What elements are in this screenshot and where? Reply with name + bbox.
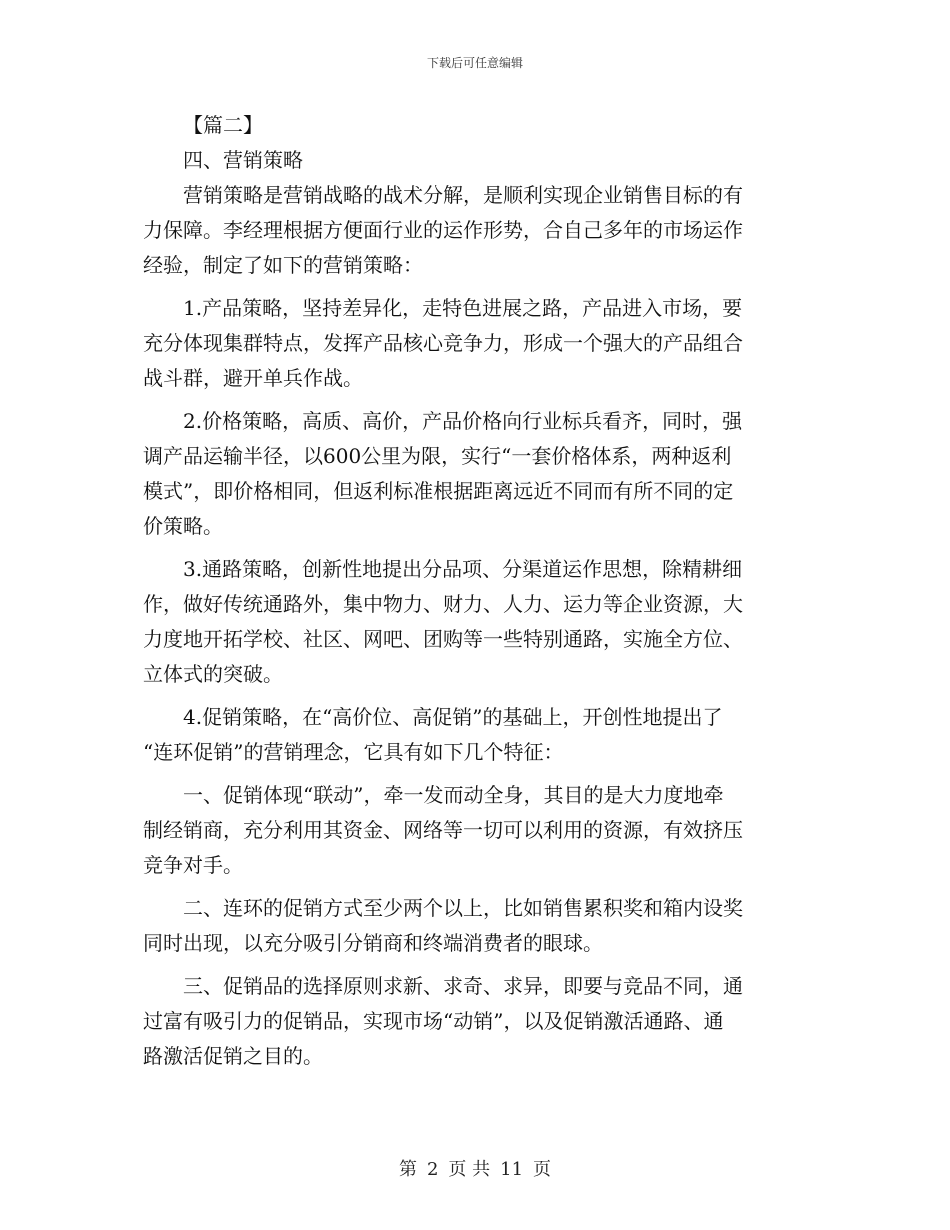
paragraph-line: 同时出现，以充分吸引分销商和终端消费者的眼球。 (143, 931, 603, 955)
page-footer (0, 1155, 950, 1181)
paragraph-line: 制经销商，充分利用其资金、网络等一切可以利用的资源，有效挤压 (143, 818, 743, 842)
paragraph-line: 1.产品策略，坚持差异化，走特色进展之路，产品进入市场，要 (183, 296, 743, 320)
header-note: 下载后可任意编辑 (426, 56, 523, 70)
paragraph (143, 552, 803, 692)
paragraph (143, 891, 803, 961)
paragraph-line: 3.通路策略，创新性地提出分品项、分渠道运作思想，除精耕细 (183, 557, 743, 581)
page-label-prefix: 第 (398, 1159, 417, 1180)
total-pages: 11 (500, 1159, 524, 1180)
paragraph (143, 969, 803, 1074)
paragraph-line: 2.价格策略，高质、高价，产品价格向行业标兵看齐，同时，强 (183, 409, 743, 433)
paragraph-line: 二、连环的促销方式至少两个以上，比如销售累积奖和箱内设奖 (183, 896, 743, 920)
paragraph-line: 三、促销品的选择原则求新、求奇、求异，即要与竞品不同，通 (183, 974, 743, 998)
paragraph-line: 战斗群，避开单兵作战。 (143, 366, 363, 390)
paragraph (143, 700, 803, 770)
paragraph (143, 291, 803, 396)
paragraph-line: 作，做好传统通路外，集中物力、财力、人力、运力等企业资源，大 (143, 592, 743, 616)
section-tag: 【篇二】 (183, 113, 263, 137)
paragraph-line: 一、促销体现“联动”，牵一发而动全身，其目的是大力度地牵 (183, 783, 724, 807)
paragraph-line: 充分体现集群特点，发挥产品核心竞争力，形成一个强大的产品组合 (143, 331, 743, 355)
paragraph-line: “连环促销”的营销理念，它具有如下几个特征： (143, 740, 564, 764)
document-body (143, 108, 803, 1074)
paragraph-line: 竞争对手。 (143, 853, 243, 877)
paragraph-line: 立体式的突破。 (143, 662, 283, 686)
paragraph-line: 过富有吸引力的促销品，实现市场“动销”，以及促销激活通路、通 (143, 1009, 724, 1033)
paragraph-line: 调产品运输半径，以600公里为限，实行“一套价格体系，两种返利 (143, 444, 732, 468)
page-label-middle: 页 共 (448, 1159, 491, 1180)
paragraph-line: 经验，制定了如下的营销策略： (143, 253, 423, 277)
paragraph-line: 营销策略是营销战略的战术分解，是顺利实现企业销售目标的有 (183, 183, 743, 207)
section-heading: 四、营销策略 (183, 148, 303, 172)
page-number: 2 (426, 1159, 439, 1180)
paragraph-line: 模式”，即价格相同，但返利标准根据距离远近不同而有所不同的定 (143, 479, 734, 503)
paragraph (143, 778, 803, 883)
paragraph-line: 4.促销策略，在“高价位、高促销”的基础上，开创性地提出了 (183, 705, 723, 729)
paragraph-line: 力保障。李经理根据方便面行业的运作形势，合自己多年的市场运作 (143, 218, 743, 242)
paragraph (143, 404, 803, 544)
paragraph-line: 价策略。 (143, 514, 223, 538)
paragraph-line: 力度地开拓学校、社区、网吧、团购等一些特别通路，实施全方位、 (143, 627, 743, 651)
paragraph-line: 路激活促销之目的。 (143, 1044, 323, 1068)
paragraph (143, 178, 803, 283)
page-label-suffix: 页 (533, 1159, 552, 1180)
